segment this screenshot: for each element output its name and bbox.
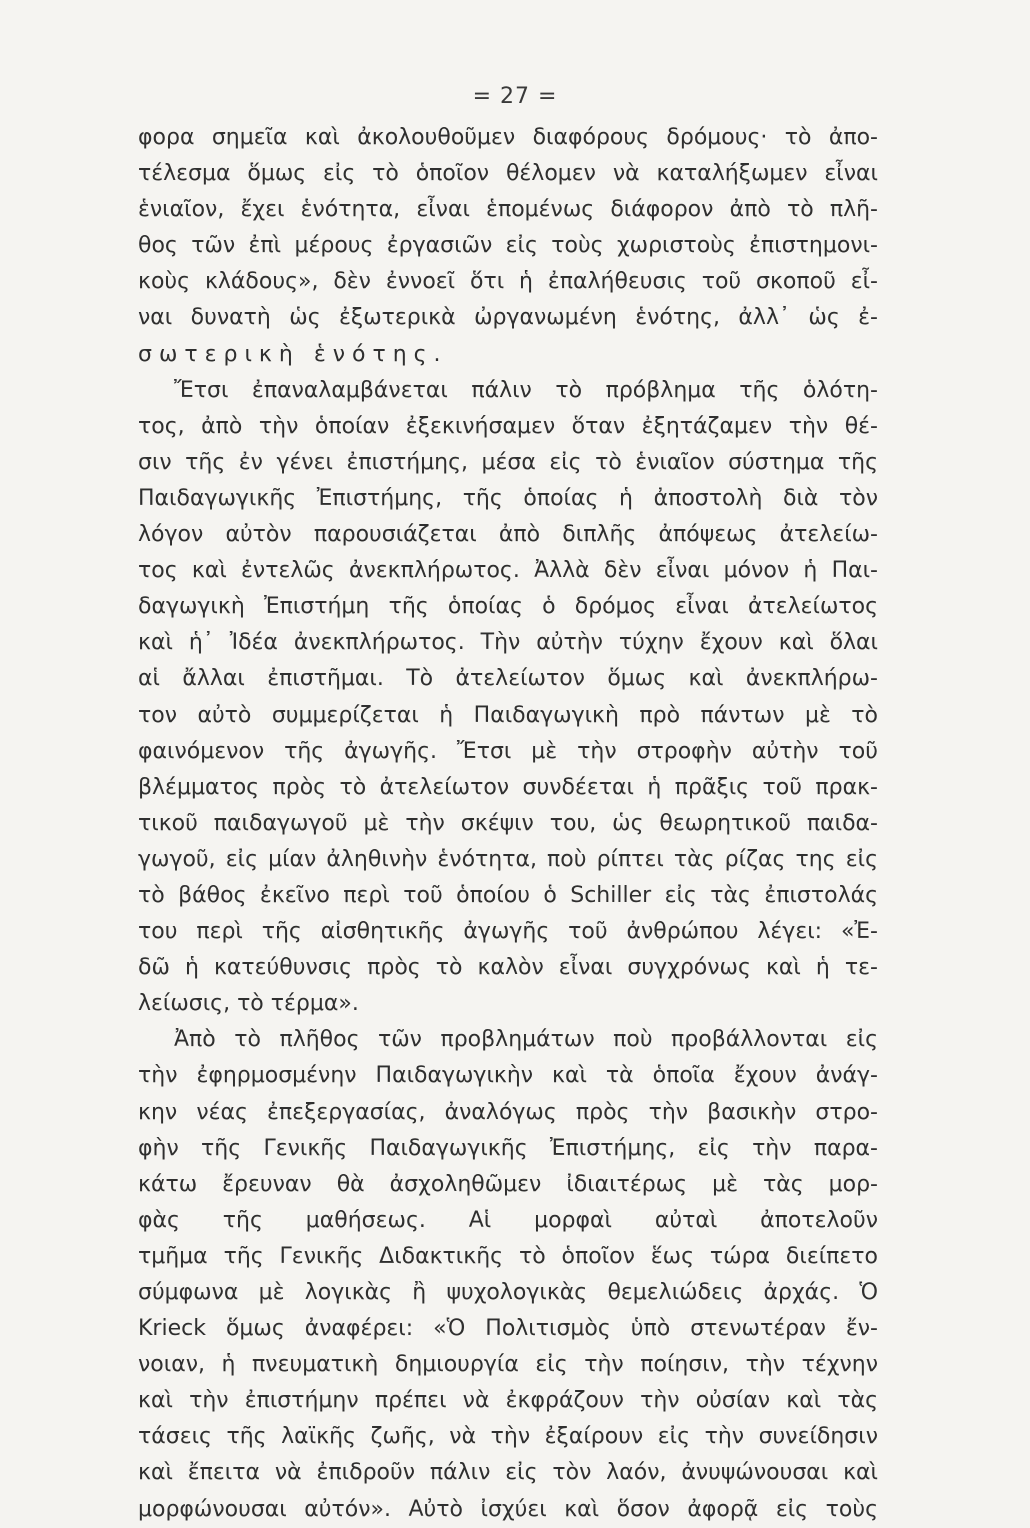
- text-line: του περὶ τῆς αἰσθητικῆς ἀγωγῆς τοῦ ἀνθρώπου λέγει: «Ἐ-: [138, 919, 878, 945]
- text-line: τον αὐτὸ συμμερίζεται ἡ Παιδαγωγικὴ πρὸ πάντων μὲ τὸ: [138, 702, 878, 728]
- text-line: κην νέας ἐπεξεργασίας, ἀναλόγως πρὸς τὴν βασικὴν στρο-: [138, 1099, 878, 1125]
- text-line: Krieck ὅμως ἀναφέρει: «Ὁ Πολιτισμὸς ὑπὸ στενωτέραν ἔν-: [138, 1316, 878, 1342]
- text-line: Παιδαγωγικῆς Ἐπιστήμης, τῆς ὁποίας ἡ ἀποστολὴ διὰ τὸν: [138, 485, 878, 511]
- text-line: κοὺς κλάδους», δὲν ἐννοεῖ ὅτι ἡ ἐπαλήθευσις τοῦ σκοποῦ εἶ-: [138, 269, 878, 295]
- body-text: [138, 120, 878, 1528]
- text-line: φὰς τῆς μαθήσεως. Αἱ μορφαὶ αὐταὶ ἀποτελοῦν: [138, 1207, 878, 1233]
- text-line: καὶ τὴν ἐπιστήμην πρέπει νὰ ἐκφράζουν τὴν οὐσίαν καὶ τὰς: [138, 1388, 878, 1414]
- text-line: τέλεσμα ὅμως εἰς τὸ ὁποῖον θέλομεν νὰ καταλήξωμεν εἶναι: [138, 161, 878, 187]
- text-line: ἑνιαῖον, ἔχει ἑνότητα, εἶναι ἑπομένως διάφορον ἀπὸ τὸ πλῆ-: [138, 197, 878, 223]
- text-line: τὸ βάθος ἐκεῖνο περὶ τοῦ ὁποίου ὁ Schiller εἰς τὰς ἐπιστολάς: [138, 882, 878, 908]
- text-line: νοιαν, ἡ πνευματικὴ δημιουργία εἰς τὴν ποίησιν, τὴν τέχνην: [138, 1352, 878, 1378]
- text-line: γωγοῦ, εἰς μίαν ἀληθινὴν ἑνότητα, ποὺ ρίπτει τὰς ρίζας της εἰς: [138, 846, 878, 872]
- text-line: λείωσις, τὸ τέρμα».: [138, 991, 359, 1017]
- text-line: αἱ ἄλλαι ἐπιστῆμαι. Τὸ ἀτελείωτον ὅμως καὶ ἀνεκπλήρω-: [138, 666, 878, 692]
- text-line: τικοῦ παιδαγωγοῦ μὲ τὴν σκέψιν του, ὡς θεωρητικοῦ παιδα-: [138, 810, 878, 836]
- text-line: τος, ἀπὸ τὴν ὁποίαν ἐξεκινήσαμεν ὅταν ἐξητάζαμεν τὴν θέ-: [138, 413, 878, 439]
- text-line: φὴν τῆς Γενικῆς Παιδαγωγικῆς Ἐπιστήμης, εἰς τὴν παρα-: [138, 1135, 878, 1161]
- text-line: βλέμματος πρὸς τὸ ἀτελείωτον συνδέεται ἡ πρᾶξις τοῦ πρακ-: [138, 774, 878, 800]
- text-line: κάτω ἔρευναν θὰ ἀσχοληθῶμεν ἰδιαιτέρως μὲ τὰς μορ-: [138, 1171, 878, 1197]
- text-line: τμῆμα τῆς Γενικῆς Διδακτικῆς τὸ ὁποῖον ἕως τώρα διείπετο: [138, 1243, 878, 1269]
- text-line: δαγωγικὴ Ἐπιστήμη τῆς ὁποίας ὁ δρόμος εἶναι ἀτελείωτος: [138, 594, 878, 620]
- text-line-emphasis: σωτερικὴ ἑνότης.: [138, 341, 448, 367]
- text-line: δῶ ἡ κατεύθυνσις πρὸς τὸ καλὸν εἶναι συγχρόνως καὶ ἡ τε-: [138, 955, 878, 981]
- text-line: σιν τῆς ἐν γένει ἐπιστήμης, μέσα εἰς τὸ ἑνιαῖον σύστημα τῆς: [138, 449, 878, 475]
- text-line: θος τῶν ἐπὶ μέρους ἐργασιῶν εἰς τοὺς χωριστοὺς ἐπιστημονι-: [138, 233, 878, 259]
- paragraph-start: Ἔτσι ἐπαναλαμβάνεται πάλιν τὸ πρόβλημα τῆς ὁλότη-: [174, 377, 878, 403]
- text-line: καὶ ἡ᾽ Ἰδέα ἀνεκπλήρωτος. Τὴν αὐτὴν τύχην ἔχουν καὶ ὅλαι: [138, 630, 878, 656]
- text-line: τάσεις τῆς λαϊκῆς ζωῆς, νὰ τὴν ἐξαίρουν εἰς τὴν συνείδησιν: [138, 1424, 878, 1450]
- text-line: φαινόμενον τῆς ἀγωγῆς. Ἔτσι μὲ τὴν στροφὴν αὐτὴν τοῦ: [138, 738, 878, 764]
- text-line: τὴν ἐφηρμοσμένην Παιδαγωγικὴν καὶ τὰ ὁποῖα ἔχουν ἀνάγ-: [138, 1063, 878, 1089]
- text-line: καὶ ἔπειτα νὰ ἐπιδροῦν πάλιν εἰς τὸν λαόν, ἀνυψώνουσαι καὶ: [138, 1460, 878, 1486]
- text-line: φορα σημεῖα καὶ ἀκολουθοῦμεν διαφόρους δρόμους· τὸ ἀπο-: [138, 125, 878, 150]
- paragraph-start: Ἀπὸ τὸ πλῆθος τῶν προβλημάτων ποὺ προβάλλονται εἰς: [174, 1027, 878, 1053]
- text-line: μορφώνουσαι αὐτόν». Αὐτὸ ἰσχύει καὶ ὅσον ἀφορᾷ εἰς τοὺς: [138, 1496, 878, 1522]
- text-line: τος καὶ ἐντελῶς ἀνεκπλήρωτος. Ἀλλὰ δὲν εἶναι μόνον ἡ Παι-: [138, 558, 878, 584]
- text-line: σύμφωνα μὲ λογικὰς ἢ ψυχολογικὰς θεμελιώδεις ἀρχάς. Ὁ: [138, 1280, 878, 1305]
- text-line: λόγον αὐτὸν παρουσιάζεται ἀπὸ διπλῆς ἀπόψεως ἀτελείω-: [138, 522, 878, 548]
- text-line: ναι δυνατὴ ὡς ἐξωτερικὰ ὠργανωμένη ἑνότης, ἀλλ᾽ ὡς ἐ-: [138, 305, 878, 331]
- page-number: = 27 =: [472, 84, 558, 109]
